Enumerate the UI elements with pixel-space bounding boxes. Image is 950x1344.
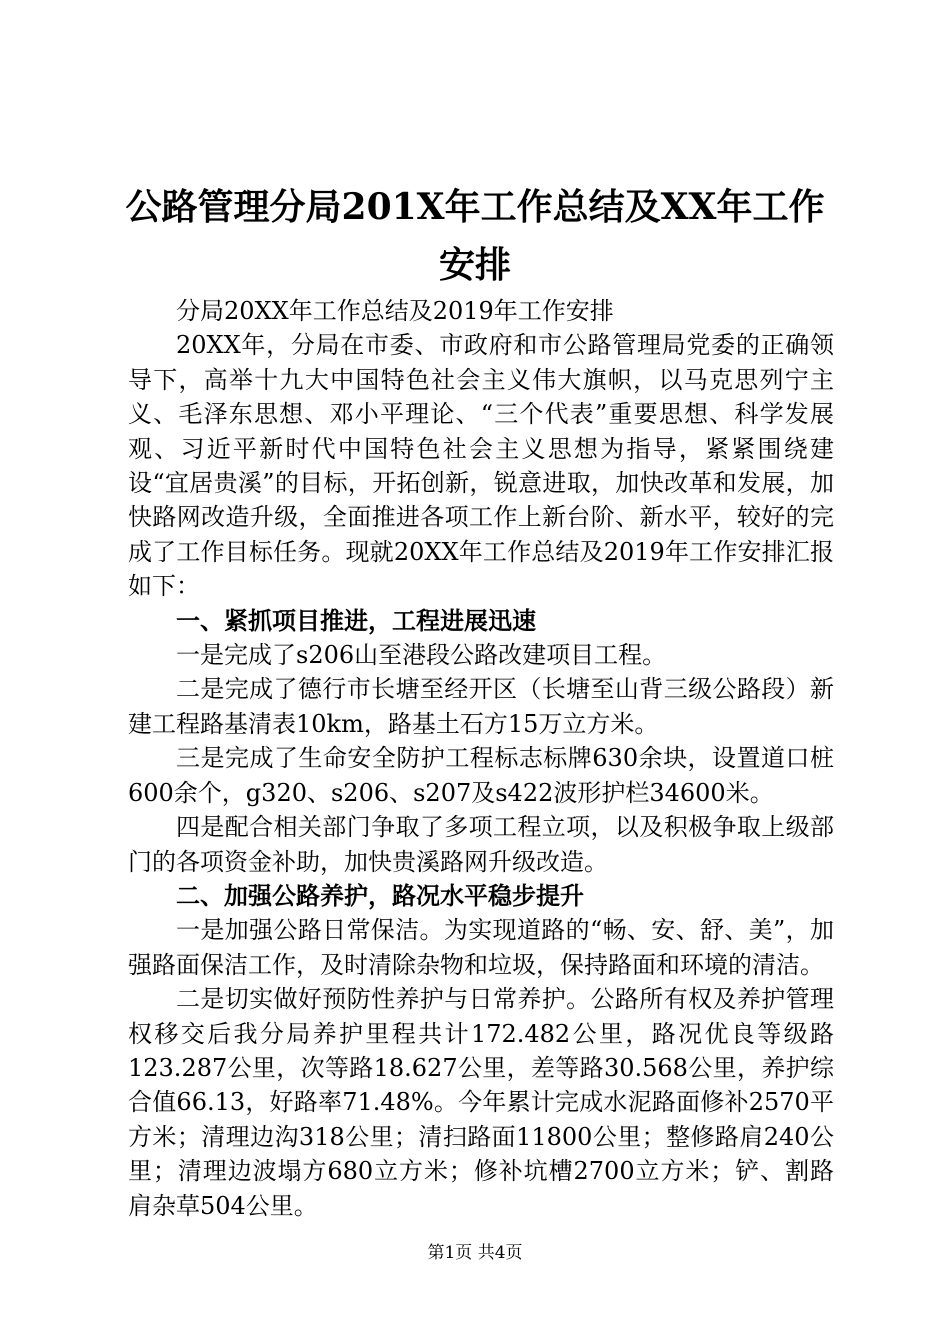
paragraph: 二是切实做好预防性养护与日常养护。公路所有权及养护管理权移交后我分局养护里程共计172.482公里，路况优良等级路123.287公里，次等路18.627公里，差等路30.568公里，养护综合值66.13，好路率71.48%。今年累计完成水泥路面修补2570平方米；清理边沟318公里；清扫路面11800公里；整修路肩240公里；清理边波塌方680立方米；修补坑槽2700立方米；铲、割路肩杂草504公里。 (128, 985, 834, 1220)
page-footer: 第1页 共4页 (427, 1243, 523, 1263)
document-body (128, 294, 834, 1223)
paragraph: 二是完成了德行市长塘至经开区（长塘至山背三级公路段）新建工程路基清表10km，路基土石方15万立方米。 (128, 675, 834, 738)
paragraph: 一是完成了s206山至港段公路改建项目工程。 (176, 641, 667, 670)
paragraph: 一是加强公路日常保洁。为实现道路的“畅、安、舒、美”，加强路面保洁工作，及时清除杂物和垃圾，保持路面和环境的清洁。 (128, 916, 834, 979)
paragraph: 20XX年，分局在市委、市政府和市公路管理局党委的正确领导下，高举十九大中国特色社会主义伟大旗帜，以马克思列宁主义、毛泽东思想、邓小平理论、“三个代表”重要思想、科学发展观、习近平新时代中国特色社会主义思想为指导，紧紧围绕建设“宜居贵溪”的目标，开拓创新，锐意进取，加快改革和发展，加快路网改造升级，全面推进各项工作上新台阶、新水平，较好的完成了工作目标任务。现就20XX年工作总结及2019年工作安排汇报如下： (128, 331, 834, 601)
paragraph: 分局20XX年工作总结及2019年工作安排 (176, 297, 614, 325)
section-heading: 一、紧抓项目推进，工程进展迅速 (176, 606, 536, 635)
section-heading: 二、加强公路养护，路况水平稳步提升 (176, 881, 584, 910)
paragraph: 四是配合相关部门争取了多项工程立项，以及积极争取上级部门的各项资金补助，加快贵溪路网升级改造。 (128, 813, 834, 876)
document-title: 公路管理分局201X年工作总结及XX年工作安排 (125, 186, 825, 286)
paragraph: 三是完成了生命安全防护工程标志标牌630余块，设置道口桩600余个，g320、s206、s207及s422波形护栏34600米。 (128, 744, 834, 807)
